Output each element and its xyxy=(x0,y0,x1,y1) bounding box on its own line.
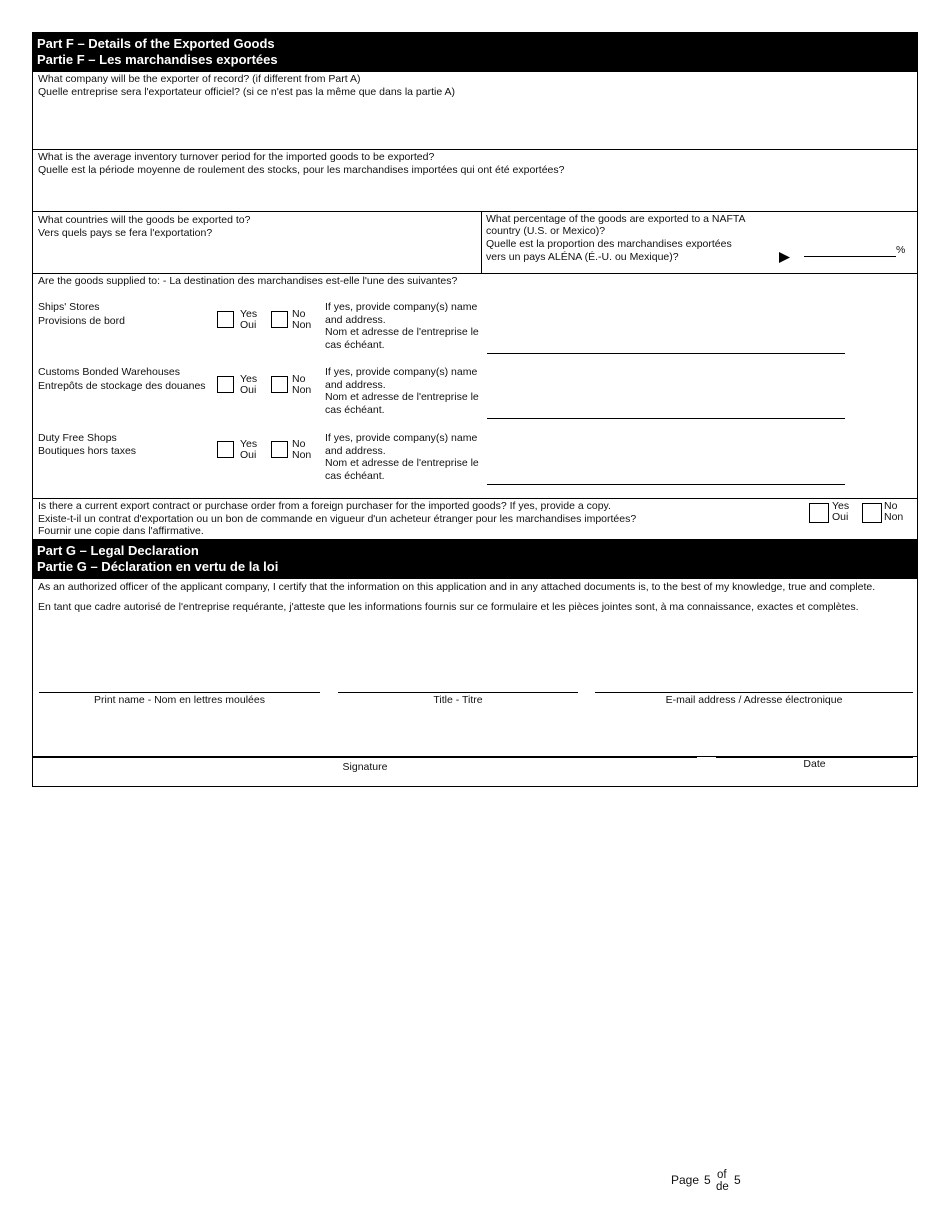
date-label: Date xyxy=(803,758,826,770)
destination-label-en: Duty Free Shops xyxy=(38,432,117,444)
nafta-percentage-cell xyxy=(482,212,917,273)
supplied-question: Are the goods supplied to: - La destination des marchandises est-elle l'une des suivantes? xyxy=(38,275,458,287)
if-yes-instructions: If yes, provide company(s) name and address. Nom et adresse de l'entreprise le cas échéant. xyxy=(325,366,479,416)
yes-label: Yes Oui xyxy=(832,500,850,523)
destination-label-fr: Boutiques hors taxes xyxy=(38,445,137,457)
nafta-question-line2: country (U.S. or Mexico)? xyxy=(486,225,606,237)
exporter-question-fr: Quelle entreprise sera l'exportateur officiel? (si ce n'est pas la même que dans la partie A) xyxy=(38,85,456,98)
duty-free-no-checkbox[interactable] xyxy=(271,441,288,458)
legal-declaration-section xyxy=(32,579,918,773)
certify-statement-en: As an authorized officer of the applicant company, I certify that the information on this application and in any attached documents is, to the best of my knowledge, true and complete. xyxy=(38,581,876,593)
duty-free-company-input[interactable] xyxy=(487,484,845,485)
page-number: 5 xyxy=(704,1173,711,1187)
signature-label: Signature xyxy=(342,761,388,773)
turnover-question-en: What is the average inventory turnover period for the imported goods to be exported? xyxy=(38,151,435,163)
certify-statement-fr: En tant que cadre autorisé de l'entreprise requérante, j'atteste que les informations fournis sur ce formulaire et les pièces jointes sont, à ma connaissance, exactes et complètes. xyxy=(38,601,859,613)
nafta-percentage-input[interactable] xyxy=(804,256,896,257)
nafta-question-line4: vers un pays ALÉNA (É.-U. ou Mexique)? xyxy=(486,251,679,263)
export-contract-no-checkbox[interactable] xyxy=(862,503,882,523)
export-countries-field[interactable] xyxy=(33,212,482,273)
email-label: E-mail address / Adresse électronique xyxy=(665,694,843,706)
page-word: Page xyxy=(671,1173,700,1187)
part-f-title-fr: Partie F – Les marchandises exportées xyxy=(37,52,278,67)
yes-label: Yes Oui xyxy=(240,308,258,331)
ships-stores-yes-checkbox[interactable] xyxy=(217,311,234,328)
turnover-question-fr: Quelle est la période moyenne de roulement des stocks, pour les marchandises importées qui ont été exportées? xyxy=(38,163,565,176)
duty-free-yes-checkbox[interactable] xyxy=(217,441,234,458)
yes-label: Yes Oui xyxy=(240,373,258,396)
application-form xyxy=(32,32,918,787)
no-label: No Non xyxy=(884,500,904,523)
part-f-header xyxy=(32,32,918,72)
part-g-title-fr: Partie G – Déclaration en vertu de la loi xyxy=(37,559,279,574)
percent-symbol: % xyxy=(896,244,906,256)
nafta-question-line3: Quelle est la proportion des marchandises exportées xyxy=(486,238,732,250)
part-f-title-en: Part F – Details of the Exported Goods xyxy=(37,36,275,51)
bonded-warehouses-yes-checkbox[interactable] xyxy=(217,376,234,393)
part-g-title-en: Part G – Legal Declaration xyxy=(37,543,199,558)
inventory-turnover-field[interactable] xyxy=(32,150,918,212)
arrow-right-icon xyxy=(779,252,790,263)
contract-question: Is there a current export contract or purchase order from a foreign purchaser for the imported goods? If yes, provide a copy. Existe-t-il un contrat d'exportation ou un bon de commande en vigueur d'un acheteur étranger pour les marchandises importées? Fournir une copie dans l'affirmative. xyxy=(38,500,637,537)
email-input[interactable] xyxy=(595,692,913,693)
signature-row xyxy=(32,757,918,787)
countries-question-fr: Vers quels pays se fera l'exportation? xyxy=(38,226,213,239)
if-yes-instructions: If yes, provide company(s) name and address. Nom et adresse de l'entreprise le cas échéant. xyxy=(325,432,479,482)
de-label: de xyxy=(716,1181,729,1193)
title-input[interactable] xyxy=(338,692,578,693)
if-yes-instructions: If yes, provide company(s) name and address. Nom et adresse de l'entreprise le cas échéant. xyxy=(325,301,479,351)
ships-stores-company-input[interactable] xyxy=(487,353,845,354)
yes-label: Yes Oui xyxy=(240,438,258,461)
of-label: of xyxy=(717,1169,727,1181)
no-label: No Non xyxy=(292,308,312,331)
destination-label-en: Ships' Stores xyxy=(38,301,100,313)
no-label: No Non xyxy=(292,438,312,461)
print-name-label: Print name - Nom en lettres moulées xyxy=(94,694,265,706)
title-label: Title - Titre xyxy=(433,694,483,706)
ships-stores-no-checkbox[interactable] xyxy=(271,311,288,328)
print-name-input[interactable] xyxy=(39,692,320,693)
destination-label-en: Customs Bonded Warehouses xyxy=(38,366,181,378)
part-g-header xyxy=(32,539,918,579)
no-label: No Non xyxy=(292,373,312,396)
exporter-of-record-field[interactable] xyxy=(32,72,918,150)
total-pages: 5 xyxy=(734,1173,741,1187)
countries-question-en: What countries will the goods be exported to? xyxy=(38,214,251,226)
goods-destination-section xyxy=(32,274,918,499)
bonded-warehouses-no-checkbox[interactable] xyxy=(271,376,288,393)
bonded-warehouses-company-input[interactable] xyxy=(487,418,845,419)
export-countries-row xyxy=(32,212,918,274)
destination-label-fr: Entrepôts de stockage des douanes xyxy=(38,380,206,392)
exporter-question-en: What company will be the exporter of record? (if different from Part A) xyxy=(38,73,361,85)
export-contract-yes-checkbox[interactable] xyxy=(809,503,829,523)
destination-label-fr: Provisions de bord xyxy=(38,315,125,327)
export-contract-section xyxy=(32,499,918,539)
nafta-question-line1: What percentage of the goods are exported to a NAFTA xyxy=(486,213,746,225)
